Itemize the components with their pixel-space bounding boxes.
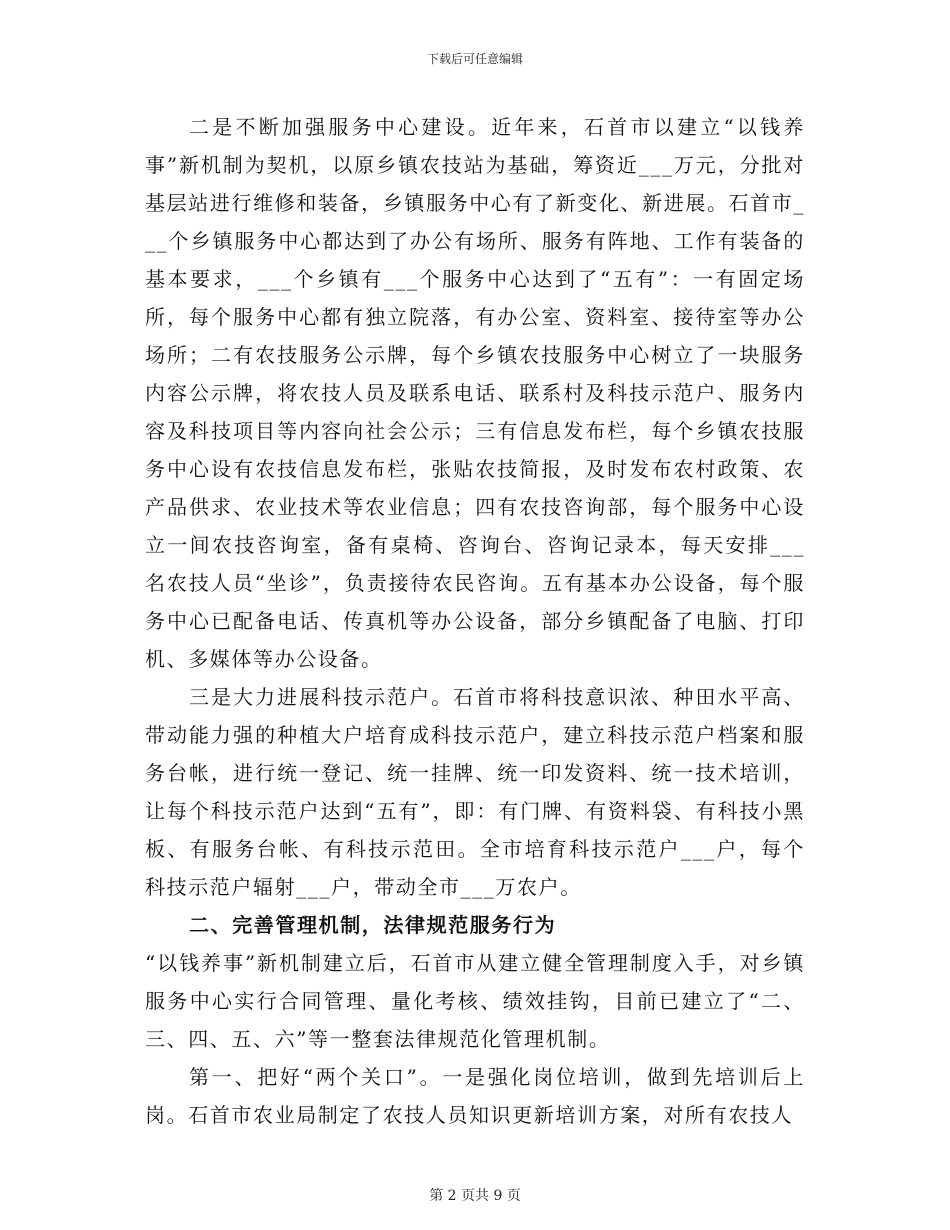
paragraph-service-center: 二是不断加强服务中心建设。近年来，石首市以建立“以钱养事”新机制为契机，以原乡镇农技站为基础，筹资近___万元，分批对基层站进行维修和装备，乡镇服务中心有了新变化、新进展。石首市___个乡镇服务中心都达到了办公有场所、服务有阵地、工作有装备的基本要求，___个乡镇有___个服务中心达到了“五有”：一有固定场所，每个服务中心都有独立院落，有办公室、资料室、接待室等办公场所；二有农技服务公示牌，每个乡镇农技服务中心树立了一块服务内容公示牌，将农技人员及联系电话、联系村及科技示范户、服务内容及科技项目等内容向社会公示；三有信息发布栏，每个乡镇农技服务中心设有农技信息发布栏，张贴农技简报，及时发布农村政策、农产品供求、农业技术等农业信息；四有农技咨询部，每个服务中心设立一间农技咨询室，备有桌椅、咨询台、咨询记录本，每天安排___名农技人员“坐诊”，负责接待农民咨询。五有基本办公设备，每个服务中心已配备电话、传真机等办公设备，部分乡镇配备了电脑、打印机、多媒体等办公设备。 [145,115,805,671]
page-header: 下载后可任意编辑 [426,52,523,66]
paragraph-demonstration-households: 三是大力进展科技示范户。石首市将科技意识浓、种田水平高、带动能力强的种植大户培育成科技示范户，建立科技示范户档案和服务台帐，进行统一登记、统一挂牌、统一印发资料、统一技术培训，让每个科技示范户达到“五有”，即：有门牌、有资料袋、有科技小黑板、有服务台帐、有科技示范田。全市培育科技示范户___户，每个科技示范户辐射___户，带动全市___万农户。 [145,685,805,899]
paragraph-two-checkpoints: 第一、把好“两个关口”。一是强化岗位培训，做到先培训后上岗。石首市农业局制定了农技人员知识更新培训方案，对所有农技人 [145,1065,805,1127]
page-footer: 第 2 页共 9 页 [429,1188,521,1204]
paragraph-management-mechanism: “以钱养事”新机制建立后，石首市从建立健全管理制度入手，对乡镇服务中心实行合同管理、量化考核、绩效挂钩，目前已建立了“二、三、四、五、六”等一整套法律规范化管理机制。 [145,951,805,1051]
document-body [145,108,805,1134]
section-heading: 二、完善管理机制，法律规范服务行为 [189,913,557,937]
